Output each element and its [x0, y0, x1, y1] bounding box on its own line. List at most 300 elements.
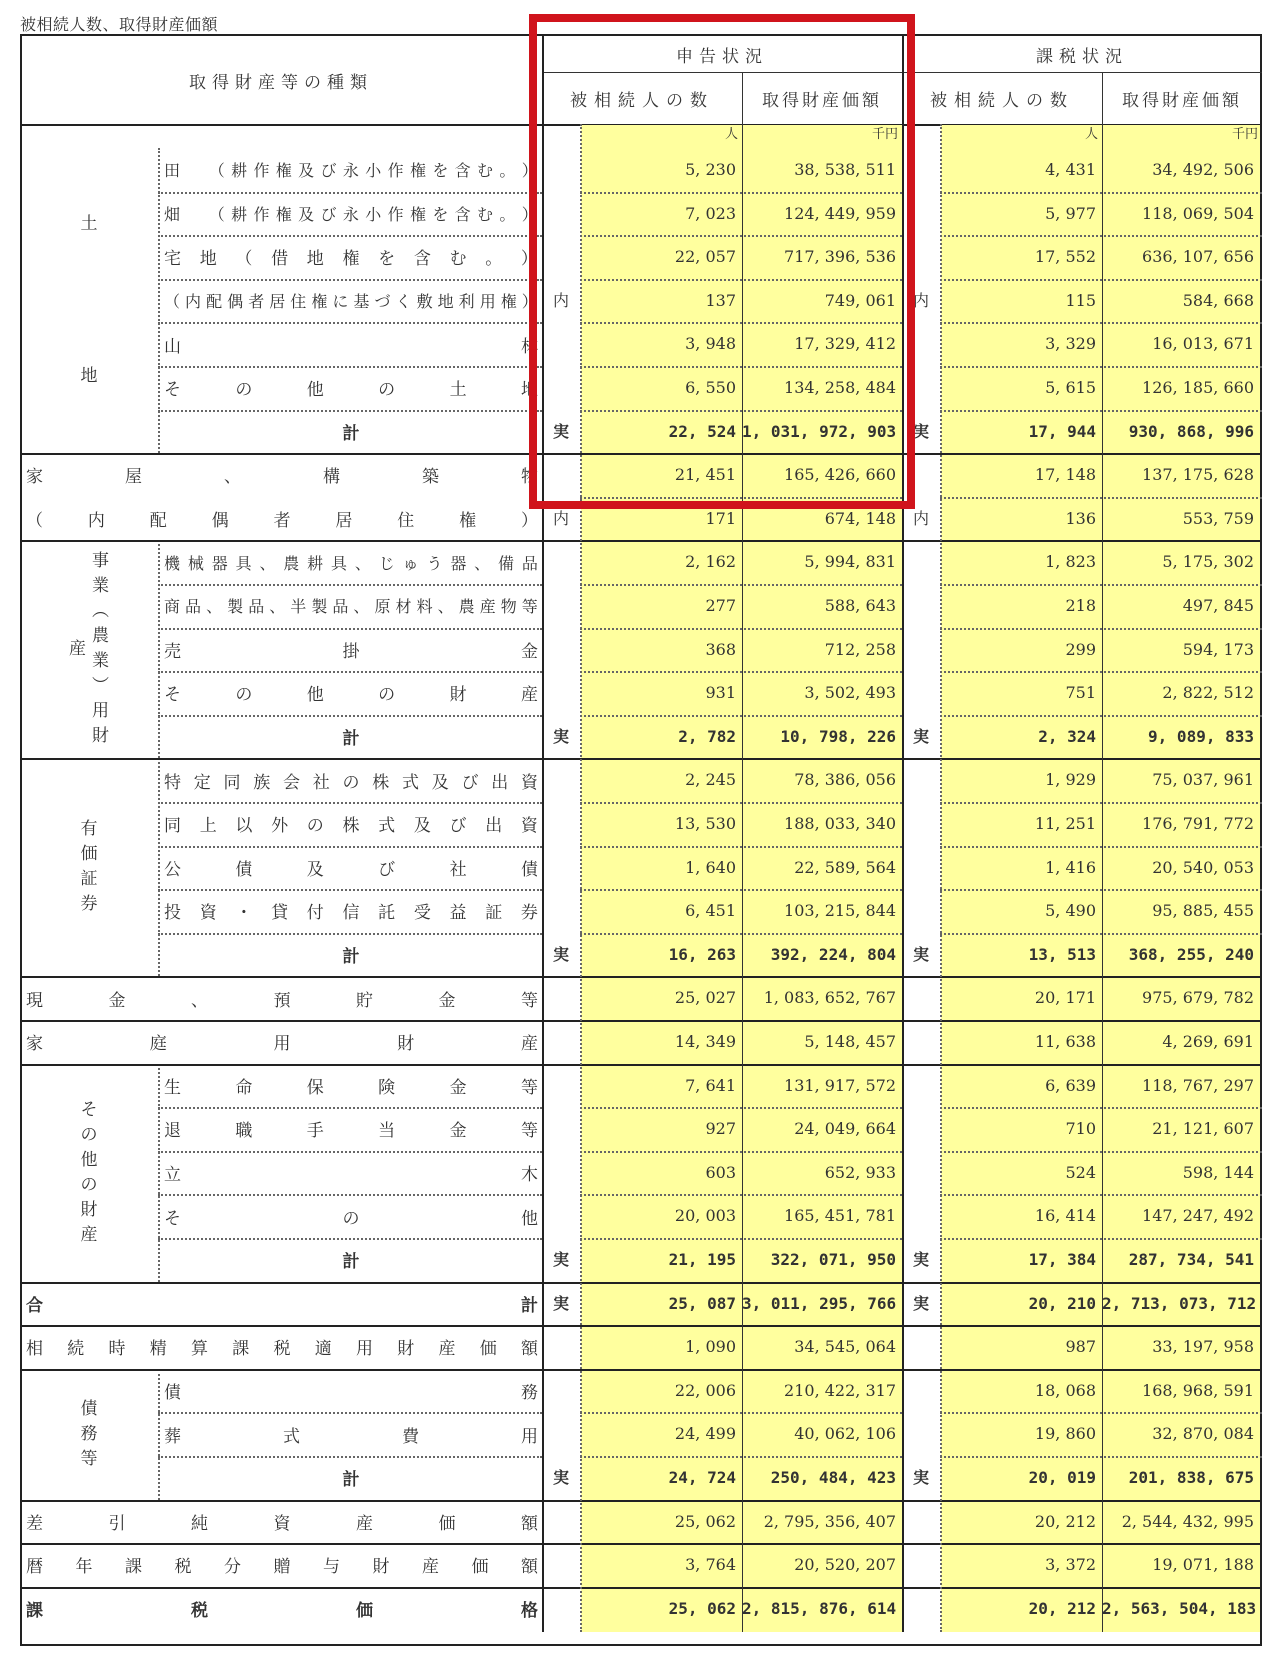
label-char: 地 — [437, 292, 454, 312]
label-char: 械 — [187, 553, 204, 573]
label-char: 相 — [26, 1339, 43, 1360]
column-header-taxation: 課税状況 — [1036, 46, 1128, 67]
row-label — [20, 497, 542, 541]
label-char: 合 — [26, 1295, 43, 1315]
label-char: 半 — [290, 597, 307, 617]
label-char: く — [395, 292, 412, 312]
highlight-box — [529, 14, 915, 509]
taxation-count: 17, 552 — [1034, 247, 1096, 267]
taxation-marker — [902, 628, 940, 672]
label-char: 材 — [395, 597, 412, 617]
taxation-marker: 実 — [912, 944, 929, 964]
label-char: 財 — [449, 685, 467, 706]
label-char: 、 — [437, 597, 454, 617]
taxation-marker — [902, 1500, 940, 1544]
label-char: 及 — [431, 772, 449, 793]
group-label-char: 価 — [80, 844, 98, 865]
group-label — [20, 540, 158, 758]
label-char: 借 — [271, 249, 289, 270]
label-char: 土 — [449, 380, 467, 401]
filing-value: 40, 062, 106 — [794, 1424, 896, 1444]
filing-value: 22, 589, 564 — [794, 857, 896, 877]
label-char: 地 — [199, 249, 217, 270]
label-char: の — [378, 380, 396, 401]
row-label: 計 — [342, 1252, 360, 1272]
group-label-char: 他 — [80, 1149, 98, 1170]
filing-marker — [542, 1500, 580, 1544]
filing-count: 24, 724 — [668, 1468, 736, 1487]
filing-marker — [542, 671, 580, 715]
filing-value: 2, 795, 356, 407 — [763, 1511, 896, 1531]
label-char: 同 — [223, 772, 241, 793]
taxation-marker: 内 — [912, 290, 929, 310]
label-char: 及 — [298, 161, 315, 181]
row-label: 計 — [342, 947, 360, 967]
label-char: （ — [235, 249, 253, 270]
label-char: む — [477, 204, 494, 224]
filing-value: 749, 061 — [824, 290, 896, 310]
label-char: 作 — [253, 161, 270, 181]
table-caption: 被相続人数、取得財産価額 — [20, 15, 219, 34]
taxation-count: 17, 944 — [1028, 421, 1096, 441]
group-label-char: 地 — [80, 366, 98, 387]
column-rule — [940, 124, 942, 1632]
label-char: 製 — [311, 597, 328, 617]
label-char: 険 — [378, 1077, 396, 1098]
group-label-column — [92, 549, 109, 749]
filing-value: 3, 502, 493 — [804, 683, 896, 703]
label-char — [186, 158, 202, 181]
group-label — [20, 148, 158, 453]
taxation-value: 32, 870, 084 — [1152, 1424, 1254, 1444]
filing-marker — [542, 846, 580, 890]
row-label — [158, 1064, 542, 1108]
label-char: 品 — [521, 553, 538, 573]
filing-value: 165, 451, 781 — [784, 1206, 896, 1226]
label-char: 出 — [491, 772, 509, 793]
taxation-value: 33, 197, 958 — [1152, 1337, 1254, 1357]
filing-value: 3, 011, 295, 766 — [742, 1293, 897, 1313]
row-label — [158, 671, 542, 715]
taxation-value: 20, 540, 053 — [1152, 857, 1254, 877]
label-char: 小 — [365, 204, 382, 224]
row-label — [20, 1282, 542, 1326]
label-char: 外 — [271, 816, 289, 837]
taxation-marker — [902, 1107, 940, 1151]
label-char: 以 — [235, 816, 253, 837]
column-header-filing: 申告状況 — [676, 46, 768, 67]
label-char: 、 — [269, 597, 286, 617]
label-char: ） — [521, 204, 538, 224]
taxation-count: 1, 823 — [1045, 552, 1096, 572]
taxation-count: 20, 171 — [1034, 988, 1096, 1008]
label-char: 品 — [332, 597, 349, 617]
row-label — [20, 1325, 542, 1369]
row-label — [158, 758, 542, 802]
taxation-value: 2, 713, 073, 712 — [1102, 1293, 1257, 1313]
filing-marker — [542, 628, 580, 672]
filing-count: 7, 641 — [685, 1075, 736, 1095]
label-char: 財 — [397, 1339, 415, 1360]
taxation-marker: 実 — [912, 1468, 929, 1487]
taxation-marker: 実 — [912, 1250, 929, 1269]
taxation-marker — [902, 1020, 940, 1064]
label-char: 務 — [521, 1383, 538, 1404]
label-char: 課 — [232, 1339, 250, 1360]
label-char: 価 — [438, 1513, 456, 1534]
filing-count: 25, 062 — [668, 1598, 736, 1618]
label-char: 産 — [422, 1557, 439, 1578]
label-char: 含 — [454, 161, 471, 181]
label-char: の — [235, 380, 253, 401]
taxation-count: 4, 431 — [1045, 160, 1096, 179]
filing-value: 588, 643 — [824, 596, 896, 615]
taxation-value: 137, 175, 628 — [1142, 465, 1254, 485]
taxation-value: 118, 767, 297 — [1142, 1075, 1254, 1095]
taxation-marker — [902, 1587, 940, 1631]
label-char: 小 — [365, 161, 382, 181]
label-char: 時 — [108, 1339, 126, 1360]
label-char: 受 — [413, 903, 431, 924]
group-label-char: そ — [80, 1099, 98, 1120]
taxation-value: 34, 492, 506 — [1152, 160, 1254, 179]
filing-marker — [542, 1412, 580, 1456]
label-char: 品 — [248, 597, 265, 617]
label-char: 公 — [164, 859, 181, 880]
label-char: ） — [520, 249, 538, 270]
label-char: 託 — [378, 903, 396, 924]
filing-marker — [542, 1151, 580, 1195]
label-char: 含 — [454, 204, 471, 224]
taxation-count: 299 — [1065, 639, 1096, 659]
label-char: う — [426, 553, 443, 573]
taxation-count: 20, 212 — [1034, 1511, 1096, 1531]
taxation-count: 6, 639 — [1045, 1075, 1096, 1095]
column-rule — [1102, 72, 1103, 1632]
label-char: 葬 — [164, 1426, 181, 1447]
filing-value: 78, 386, 056 — [794, 770, 896, 790]
label-char: 式 — [378, 816, 396, 837]
row-label — [158, 366, 542, 410]
taxation-value: 553, 759 — [1182, 508, 1254, 528]
unit-filing-count: 人 — [724, 127, 738, 142]
label-char: づ — [374, 292, 391, 312]
group-label-char: 農 — [92, 626, 109, 647]
group-label-char: 産 — [80, 1224, 98, 1245]
label-char: 適 — [314, 1339, 332, 1360]
label-char: 地 — [306, 249, 324, 270]
label-char: 住 — [290, 292, 307, 312]
label-char: 、 — [353, 597, 370, 617]
label-char: 産 — [356, 1513, 373, 1534]
label-char: 権 — [459, 511, 477, 532]
label-char: 資 — [273, 1513, 291, 1534]
taxation-marker — [902, 976, 940, 1020]
filing-count: 6, 550 — [685, 378, 736, 397]
filing-value: 24, 049, 664 — [794, 1119, 896, 1139]
label-char: そ — [164, 380, 181, 401]
label-char: 用 — [521, 1426, 538, 1447]
label-char: 貸 — [271, 903, 289, 924]
label-char: 備 — [498, 553, 515, 573]
label-char: 特 — [164, 772, 181, 793]
filing-marker: 実 — [552, 1250, 569, 1269]
row-label — [158, 540, 542, 584]
unit-filing-value: 千円 — [871, 127, 898, 142]
taxation-count: 11, 638 — [1034, 1032, 1096, 1051]
filing-value: 674, 148 — [824, 508, 896, 528]
taxation-count: 2, 324 — [1038, 726, 1096, 746]
taxation-value: 975, 679, 782 — [1142, 988, 1254, 1008]
label-char: 等 — [521, 597, 538, 617]
filing-value: 34, 545, 064 — [794, 1337, 896, 1357]
label-char: 価 — [479, 1339, 497, 1360]
label-char: び — [378, 859, 396, 880]
taxation-value: 9, 089, 833 — [1148, 726, 1254, 746]
label-char: 益 — [449, 903, 467, 924]
label-char: 地 — [520, 380, 538, 401]
group-label-char: 等 — [80, 1448, 98, 1469]
label-char: 住 — [397, 511, 415, 532]
column-header-taxation-count: 被相続人の数 — [930, 90, 1074, 111]
filing-marker — [542, 1107, 580, 1151]
label-char: 投 — [164, 903, 181, 924]
label-char: 他 — [306, 685, 324, 706]
taxation-value: 95, 885, 455 — [1152, 901, 1254, 921]
label-char: 純 — [191, 1513, 208, 1534]
filing-count: 927 — [705, 1119, 736, 1139]
group-label-char: 産 — [69, 638, 86, 659]
label-char: 及 — [298, 204, 315, 224]
label-char: 税 — [273, 1339, 291, 1360]
row-label — [158, 846, 542, 890]
label-char: 製 — [227, 597, 244, 617]
label-char: 売 — [164, 641, 181, 662]
column-header-filing-count: 被相続人の数 — [570, 90, 714, 111]
filing-count: 5, 230 — [685, 160, 736, 179]
filing-count: 2, 245 — [685, 770, 736, 790]
filing-count: 25, 027 — [674, 988, 736, 1008]
filing-marker — [542, 540, 580, 584]
label-char: 山 — [164, 336, 181, 357]
filing-count: 137 — [705, 290, 736, 310]
taxation-marker — [902, 1194, 940, 1238]
label-char: 林 — [521, 336, 538, 357]
taxation-marker — [902, 1543, 940, 1587]
taxation-value: 126, 185, 660 — [1142, 378, 1254, 397]
taxation-marker — [902, 1151, 940, 1195]
filing-value: 10, 798, 226 — [780, 726, 896, 746]
group-label-char: 財 — [80, 1199, 98, 1220]
label-char: 贈 — [273, 1557, 291, 1578]
label-char: 上 — [199, 816, 217, 837]
label-char: 産 — [479, 597, 496, 617]
label-char: 偶 — [211, 511, 229, 532]
label-char: 券 — [520, 903, 538, 924]
label-char: 税 — [191, 1601, 208, 1621]
group-label-char: ︶ — [92, 676, 109, 697]
filing-marker — [542, 976, 580, 1020]
label-char: 農 — [458, 597, 475, 617]
label-char: 資 — [520, 816, 538, 837]
label-char: 作 — [387, 161, 404, 181]
taxation-marker — [902, 540, 940, 584]
filing-value: 38, 538, 511 — [794, 160, 896, 179]
label-char: 権 — [409, 204, 426, 224]
taxation-value: 147, 247, 492 — [1142, 1206, 1254, 1226]
unit-taxation-count: 人 — [1084, 127, 1098, 142]
taxation-marker — [902, 1325, 940, 1369]
label-char: 機 — [164, 553, 181, 573]
filing-value: 124, 449, 959 — [784, 203, 896, 223]
label-char: 配 — [149, 511, 167, 532]
column-header-filing-value: 取得財産価額 — [762, 90, 882, 111]
taxation-count: 16, 414 — [1034, 1206, 1096, 1226]
label-char: 等 — [521, 990, 538, 1011]
filing-count: 13, 530 — [674, 814, 736, 833]
label-char: 庭 — [149, 1034, 167, 1055]
taxation-count: 115 — [1065, 290, 1096, 310]
row-label — [158, 802, 542, 846]
filing-count: 2, 782 — [678, 726, 736, 746]
label-char: ） — [521, 292, 538, 312]
label-char: 産 — [521, 1034, 538, 1055]
label-char: 手 — [306, 1121, 324, 1142]
filing-value: 17, 329, 412 — [794, 334, 896, 354]
filing-marker: 実 — [552, 1468, 569, 1487]
taxation-value: 5, 175, 302 — [1162, 552, 1254, 572]
label-char: 立 — [164, 1165, 181, 1186]
label-char: 当 — [378, 1121, 396, 1142]
filing-count: 6, 451 — [685, 901, 736, 921]
label-char: 年 — [75, 1557, 93, 1578]
label-char: 商 — [164, 597, 181, 617]
taxation-count: 987 — [1065, 1337, 1096, 1357]
label-char: 退 — [164, 1121, 181, 1142]
filing-value: 134, 258, 484 — [784, 378, 896, 397]
filing-marker — [542, 1325, 580, 1369]
label-char: 財 — [372, 1557, 390, 1578]
label-char: 内 — [185, 292, 202, 312]
label-char: 計 — [521, 1295, 538, 1315]
filing-value: 2, 815, 876, 614 — [742, 1598, 897, 1618]
filing-marker — [542, 1369, 580, 1413]
label-char: 田 — [164, 161, 181, 181]
label-char: 。 — [499, 204, 516, 224]
row-label — [20, 1587, 542, 1631]
taxation-value: 2, 822, 512 — [1162, 683, 1254, 703]
label-char: を — [432, 204, 449, 224]
label-char: 保 — [306, 1077, 324, 1098]
label-char: ゅ — [402, 553, 419, 573]
filing-marker: 実 — [552, 1293, 569, 1313]
label-char: 産 — [438, 1339, 456, 1360]
filing-count: 1, 090 — [685, 1337, 736, 1357]
label-char: 内 — [87, 511, 105, 532]
label-char: 額 — [521, 1557, 538, 1578]
taxation-marker — [902, 1064, 940, 1108]
label-char: 者 — [248, 292, 265, 312]
filing-count: 368 — [705, 639, 736, 659]
row-label — [20, 1020, 542, 1064]
filing-count: 14, 349 — [674, 1032, 736, 1051]
taxation-value: 636, 107, 656 — [1142, 247, 1254, 267]
taxation-marker — [902, 1369, 940, 1413]
taxation-count: 3, 372 — [1045, 1555, 1096, 1575]
row-label — [158, 1194, 542, 1238]
filing-value: 210, 422, 317 — [784, 1380, 896, 1400]
label-char: 配 — [206, 292, 223, 312]
group-label-char: 務 — [80, 1423, 98, 1444]
taxation-count: 3, 329 — [1045, 334, 1096, 354]
row-label — [158, 192, 542, 236]
taxation-count: 751 — [1065, 683, 1096, 703]
filing-marker: 内 — [552, 290, 569, 310]
taxation-count: 524 — [1065, 1162, 1096, 1182]
group-label-char: 用 — [92, 701, 109, 722]
filing-value: 1, 031, 972, 903 — [742, 421, 897, 441]
label-char: 永 — [342, 204, 359, 224]
taxation-marker — [902, 671, 940, 715]
filing-count: 25, 062 — [674, 1511, 736, 1531]
label-char: 家 — [26, 467, 43, 488]
taxation-count: 5, 490 — [1045, 901, 1096, 921]
filing-value: 717, 396, 536 — [784, 247, 896, 267]
filing-value: 250, 484, 423 — [770, 1468, 896, 1487]
label-char: （ — [26, 511, 43, 532]
filing-value: 20, 520, 207 — [794, 1555, 896, 1575]
filing-count: 22, 057 — [674, 247, 736, 267]
filing-value: 392, 224, 804 — [770, 944, 896, 964]
taxation-marker: 実 — [912, 1293, 929, 1313]
taxation-value: 497, 845 — [1182, 596, 1254, 615]
taxation-marker: 実 — [912, 726, 929, 746]
label-char: 利 — [458, 292, 475, 312]
label-char: 格 — [521, 1601, 538, 1621]
label-char: じ — [378, 553, 395, 573]
label-char: 価 — [471, 1557, 489, 1578]
label-char: 同 — [164, 816, 181, 837]
taxation-count: 1, 416 — [1045, 857, 1096, 877]
filing-marker — [542, 802, 580, 846]
filing-count: 24, 499 — [674, 1424, 736, 1444]
label-char: 、 — [224, 467, 241, 488]
label-char: 分 — [224, 1557, 241, 1578]
label-char: 金 — [108, 990, 126, 1011]
filing-value: 712, 258 — [824, 639, 896, 659]
label-char: 出 — [485, 816, 503, 837]
label-char: 及 — [306, 859, 324, 880]
taxation-count: 13, 513 — [1028, 944, 1096, 964]
label-char: 耕 — [231, 204, 248, 224]
label-char: 品 — [185, 597, 202, 617]
taxation-count: 218 — [1065, 596, 1096, 615]
label-char: 権 — [275, 161, 292, 181]
label-char: 証 — [485, 903, 503, 924]
taxation-value: 16, 013, 671 — [1152, 334, 1254, 354]
row-label — [20, 976, 542, 1020]
label-char: 権 — [342, 249, 360, 270]
label-char: 掛 — [342, 641, 360, 662]
group-label-char: 証 — [80, 869, 98, 890]
label-char: 金 — [449, 1121, 467, 1142]
taxation-value: 19, 071, 188 — [1152, 1555, 1254, 1575]
label-char: 用 — [273, 1034, 291, 1055]
label-char: 、 — [206, 597, 223, 617]
label-char: 権 — [311, 292, 328, 312]
label-char: 貯 — [356, 990, 373, 1011]
filing-count: 20, 003 — [674, 1206, 736, 1226]
